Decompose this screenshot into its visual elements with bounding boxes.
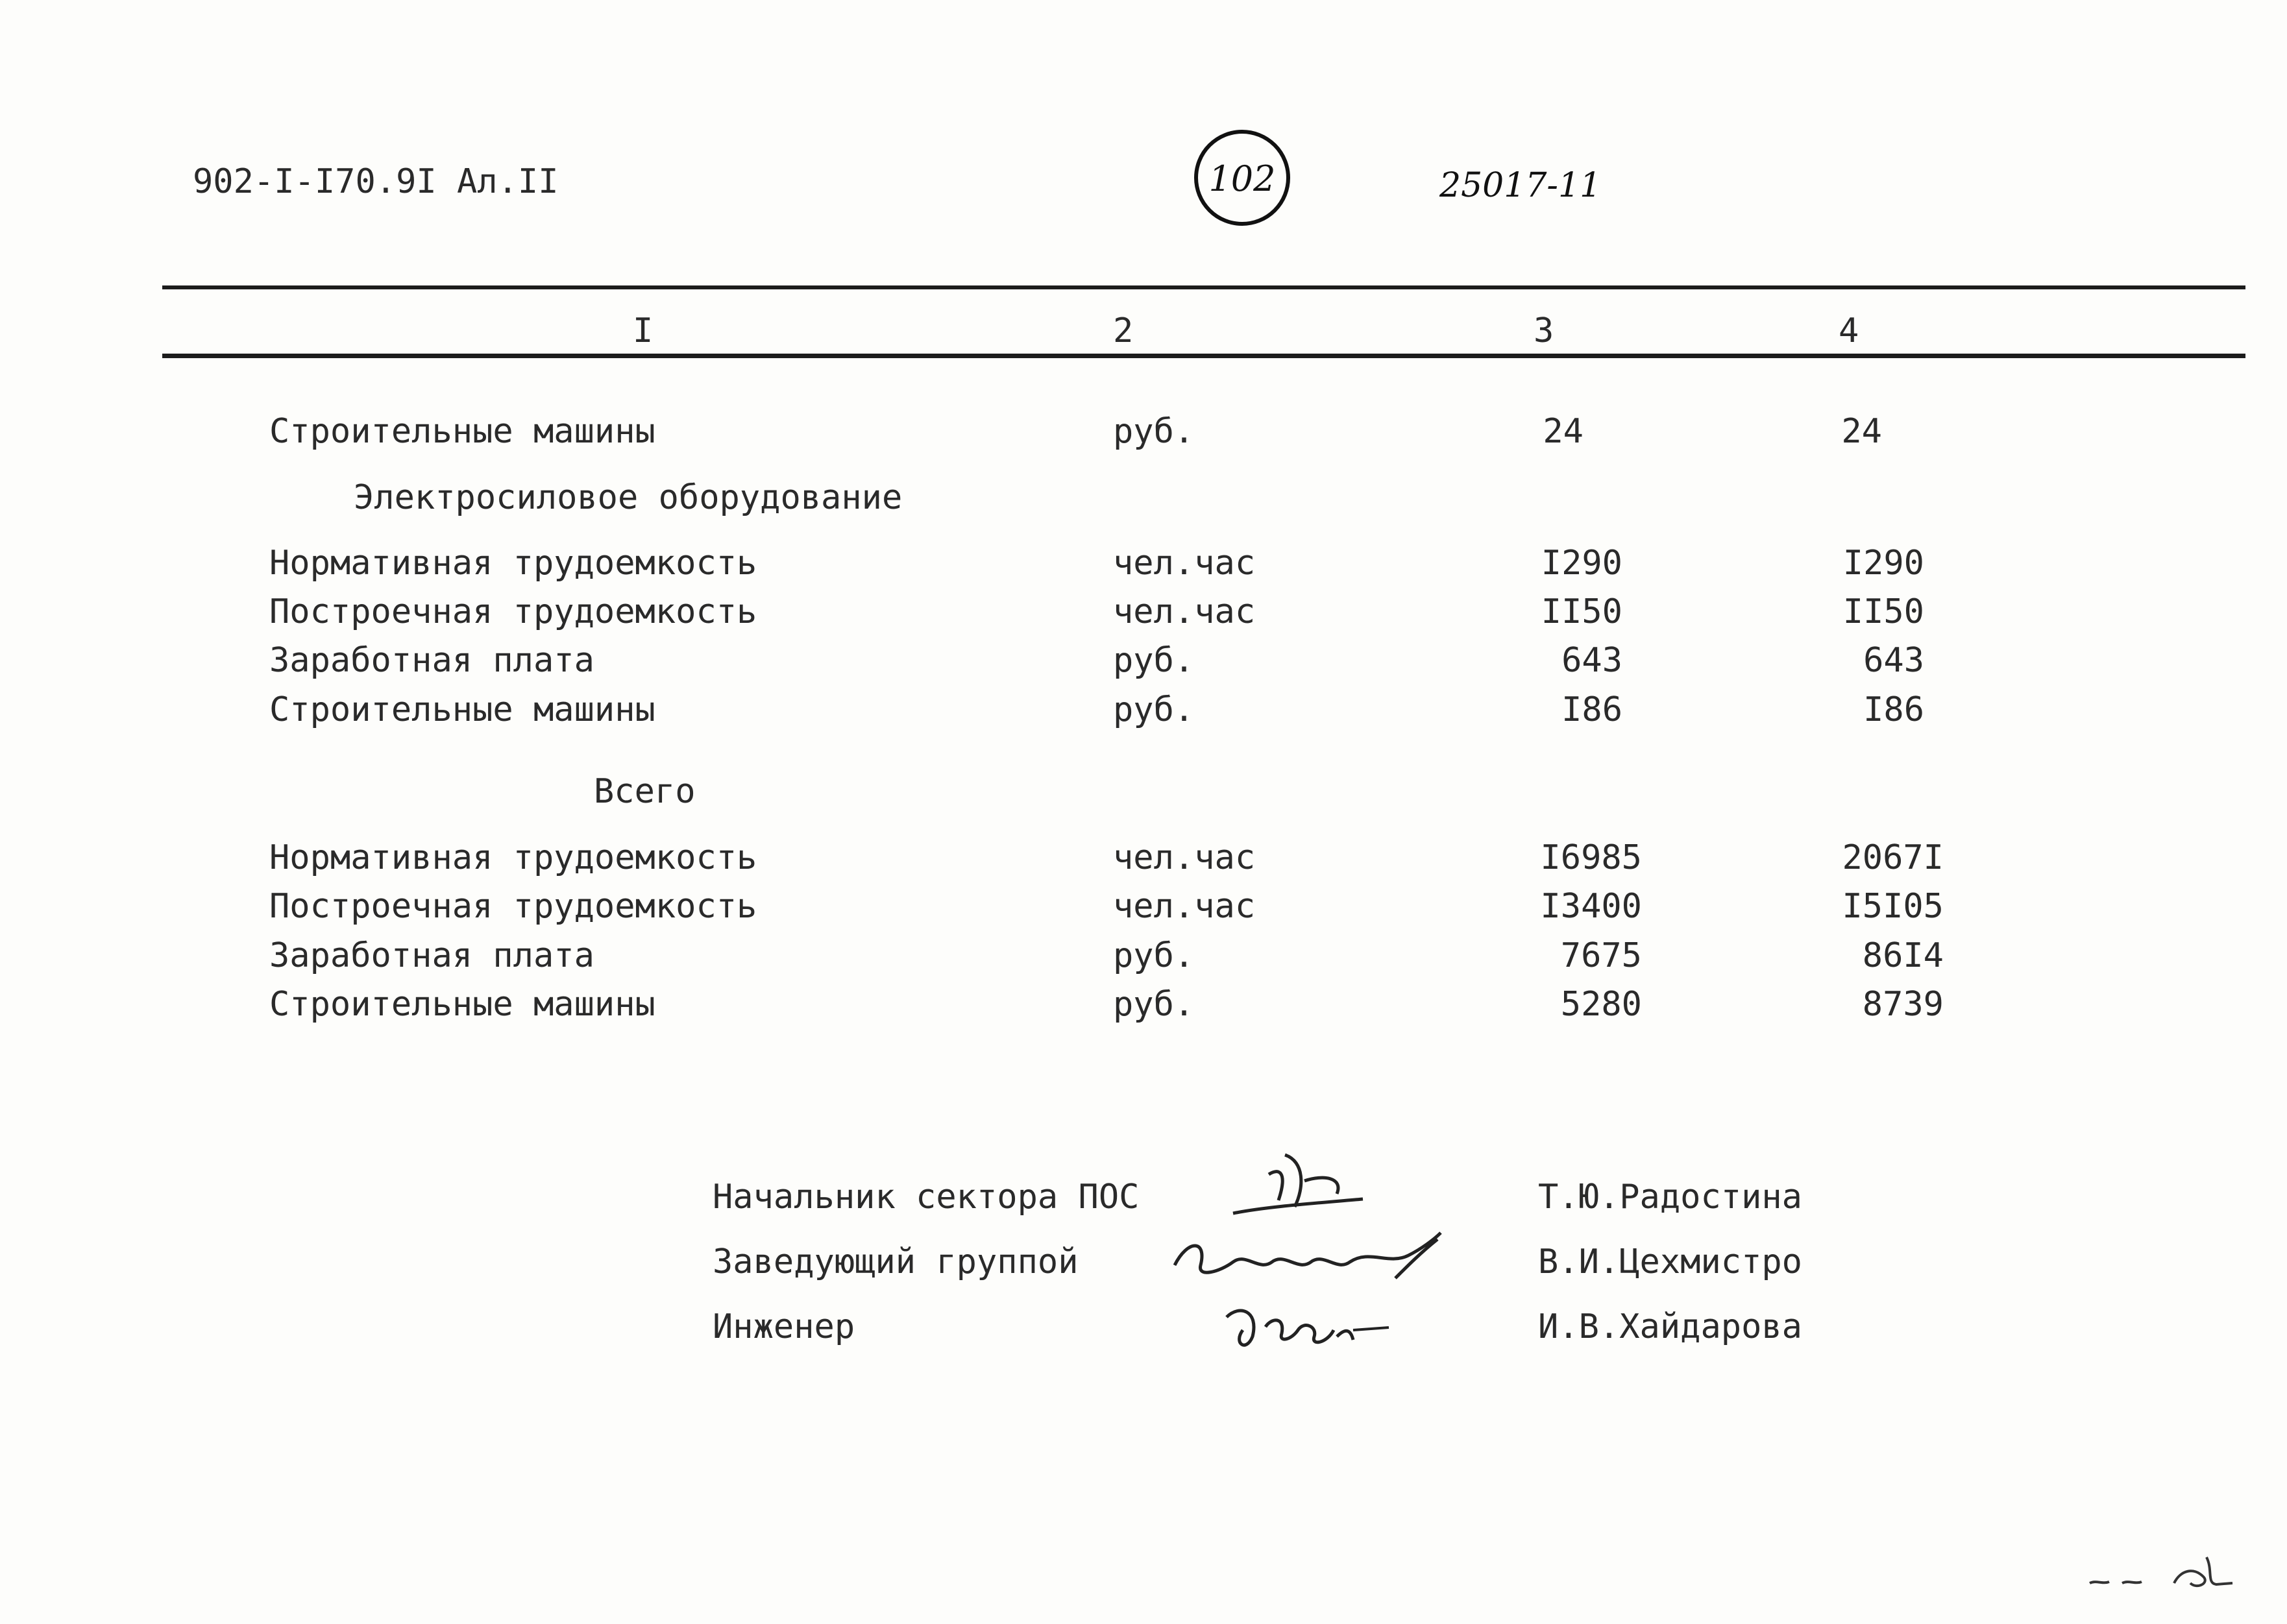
row-unit: чел.час [1113, 887, 1256, 926]
row-col3-value: II50 [1541, 592, 1622, 631]
row-col3-value: I6985 [1540, 838, 1642, 877]
table-top-rule [162, 285, 2245, 289]
handwritten-signature-1 [1207, 1142, 1376, 1233]
corner-handwritten-mark [2077, 1544, 2245, 1596]
row-col3-value: 7675 [1560, 936, 1642, 975]
row-unit: чел.час [1113, 838, 1256, 877]
handwritten-signature-2 [1162, 1226, 1447, 1298]
table-header-rule [162, 354, 2245, 358]
row-label: Заработная плата [269, 641, 594, 680]
page-number-stamp [1194, 130, 1290, 226]
section-heading: Электросиловое оборудование [354, 478, 903, 517]
row-col4-value: II50 [1842, 592, 1924, 631]
inventory-number: 25017-11 [1439, 166, 1602, 205]
row-col4-value: 643 [1863, 641, 1924, 680]
column-header-4: 4 [1839, 311, 1859, 350]
row-label: Построечная трудоемкость [269, 592, 757, 631]
row-col3-value: I290 [1541, 544, 1622, 583]
row-col4-value: I5I05 [1842, 887, 1944, 926]
row-col3-value: 643 [1561, 641, 1622, 680]
row-col4-value: 2067I [1842, 838, 1944, 877]
row-label: Строительные машины [269, 985, 655, 1024]
row-col4-value: 86I4 [1862, 936, 1944, 975]
section-heading: Всего [594, 772, 696, 811]
row-col3-value: 24 [1543, 412, 1584, 451]
row-label: Строительные машины [269, 690, 655, 729]
row-col4-value: 8739 [1862, 985, 1944, 1024]
column-header-2: 2 [1113, 311, 1134, 350]
row-unit: чел.час [1113, 592, 1256, 631]
row-unit: руб. [1113, 641, 1195, 680]
signature-name: В.И.Цехмистро [1538, 1242, 1802, 1281]
row-unit: руб. [1113, 985, 1195, 1024]
row-label: Нормативная трудоемкость [269, 838, 757, 877]
signature-role: Инженер [713, 1307, 855, 1346]
signature-name: Т.Ю.Радостина [1538, 1178, 1802, 1217]
row-col3-value: I3400 [1540, 887, 1642, 926]
row-unit: руб. [1113, 936, 1195, 975]
row-label: Построечная трудоемкость [269, 887, 757, 926]
row-label: Нормативная трудоемкость [269, 544, 757, 583]
column-header-3: 3 [1534, 311, 1554, 350]
row-label: Заработная плата [269, 936, 594, 975]
page-number: 102 [1208, 158, 1276, 199]
signature-role: Начальник сектора ПОС [713, 1178, 1140, 1217]
row-unit: руб. [1113, 690, 1195, 729]
row-col3-value: 5280 [1560, 985, 1642, 1024]
row-label: Строительные машины [269, 412, 655, 451]
document-code: 902-I-I70.9I Ал.II [193, 162, 559, 201]
row-col4-value: I290 [1842, 544, 1924, 583]
signature-role: Заведующий группой [713, 1242, 1079, 1281]
column-header-1: I [633, 311, 654, 350]
row-col4-value: 24 [1841, 412, 1882, 451]
row-col3-value: I86 [1561, 690, 1622, 729]
row-col4-value: I86 [1863, 690, 1924, 729]
handwritten-signature-3 [1214, 1291, 1395, 1363]
row-unit: руб. [1113, 412, 1195, 451]
row-unit: чел.час [1113, 544, 1256, 583]
signature-name: И.В.Хайдарова [1538, 1307, 1802, 1346]
